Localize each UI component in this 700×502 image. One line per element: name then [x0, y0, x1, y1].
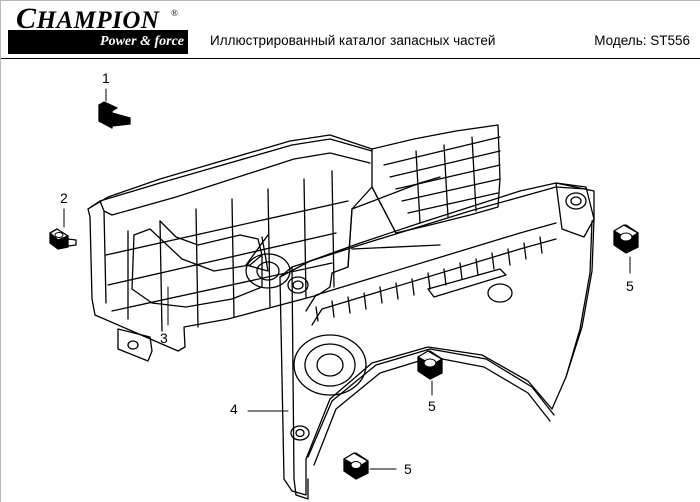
callout-number-5c: 5 — [404, 461, 412, 477]
part-1-bolt — [99, 102, 130, 128]
part-5a-nut — [614, 225, 638, 253]
logo-wordmark-rest: HAMPION — [36, 7, 160, 34]
model-label: Модель: ST556 — [594, 33, 690, 48]
part-3-left-deck-shield — [88, 125, 500, 361]
logo-tagline: Power & force — [100, 34, 184, 49]
logo-wordmark-capital: C — [16, 2, 37, 35]
callout-number-2: 2 — [60, 190, 68, 206]
page-header — [0, 0, 700, 58]
part-4-right-deck-shield — [280, 183, 594, 499]
part-2-nut — [50, 229, 76, 249]
catalog-title: Иллюстрированный каталог запасных частей — [210, 33, 496, 48]
parts-diagram — [0, 59, 700, 502]
diagram-canvas — [0, 59, 700, 502]
callout-number-1: 1 — [102, 70, 110, 86]
callout-number-3: 3 — [160, 330, 168, 346]
callout-number-5b: 5 — [428, 398, 436, 414]
callout-number-4: 4 — [230, 401, 238, 417]
callout-number-5a: 5 — [626, 278, 634, 294]
registered-trademark-icon: ® — [171, 8, 178, 18]
logo-wordmark — [16, 2, 160, 35]
champion-logo — [8, 4, 188, 54]
part-5c-nut — [344, 453, 368, 479]
part-5b-nut — [418, 351, 442, 379]
